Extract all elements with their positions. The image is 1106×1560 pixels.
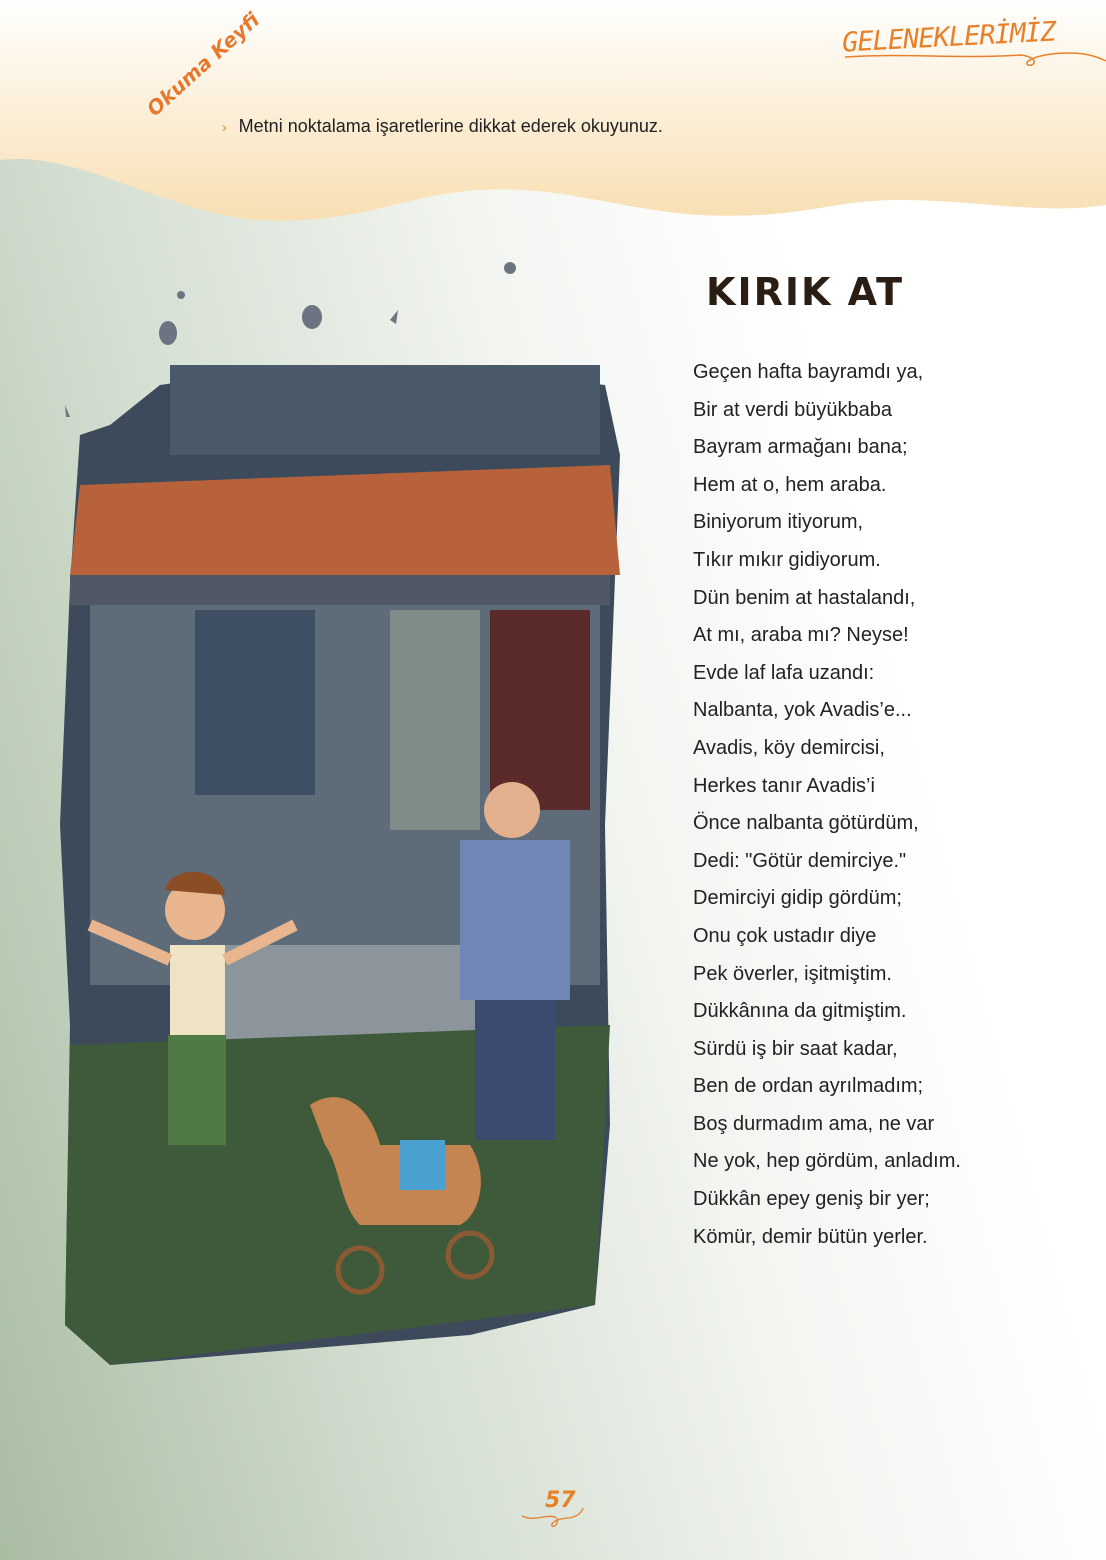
poem-line: Ben de ordan ayrılmadım; — [693, 1075, 924, 1098]
poem-line: Geçen hafta bayramdı ya, — [693, 361, 924, 383]
poem-title: KIRIK AT — [706, 270, 905, 314]
page-number-swirl-decoration — [520, 1508, 585, 1530]
poem-line: Hem at o, hem araba. — [693, 473, 887, 496]
poem-line: Dedi: "Götür demirciye." — [693, 849, 907, 872]
poem-line: Dün benim at hastalandı, — [693, 586, 916, 609]
title-swirl-decoration — [840, 45, 1106, 70]
series-title: GELENEKLERİMİZ — [841, 16, 1057, 59]
poem-line: Tıkır mıkır gidiyorum. — [693, 548, 881, 571]
poem-line: Bir at verdi büyükbaba — [693, 398, 893, 421]
poem-line: Nalbanta, yok Avadis’e... — [693, 699, 912, 722]
poem-line: Sürdü iş bir saat kadar, — [693, 1037, 898, 1060]
illustration-boy-grandfather-toy-horse — [50, 225, 630, 1385]
chevron-right-icon: › — [222, 119, 227, 135]
poem-line: Bayram armağanı bana; — [693, 436, 908, 459]
poem-line: Demirciyi gidip gördüm; — [693, 887, 902, 910]
poem-line: Dükkânına da gitmiştim. — [693, 1000, 907, 1023]
poem-line: Önce nalbanta götürdüm, — [693, 812, 919, 835]
instruction-text: Metni noktalama işaretlerine dikkat ederek okuyunuz. — [238, 116, 663, 136]
poem-line: Ne yok, hep gördüm, anladım. — [693, 1150, 961, 1173]
poem-line: Biniyorum itiyorum, — [693, 511, 864, 534]
poem-line: Onu çok ustadır diye — [693, 924, 877, 947]
poem-line: Herkes tanır Avadis’i — [693, 774, 875, 797]
poem-line: Pek överler, işitmiştim. — [693, 962, 892, 985]
poem-line: Evde laf lafa uzandı: — [693, 661, 875, 684]
section-tag: Okuma Keyfi — [141, 7, 264, 121]
instruction — [222, 116, 663, 137]
poem-body — [693, 358, 961, 1260]
poem-line: Dükkân epey geniş bir yer; — [693, 1188, 930, 1211]
poem-line: Boş durmadım ama, ne var — [693, 1112, 935, 1135]
poem-line: Kömür, demir bütün yerler. — [693, 1225, 928, 1248]
poem-line: Avadis, köy demircisi, — [693, 736, 885, 759]
poem-line: At mı, araba mı? Neyse! — [693, 624, 909, 647]
page-number: 57 — [545, 1488, 576, 1513]
